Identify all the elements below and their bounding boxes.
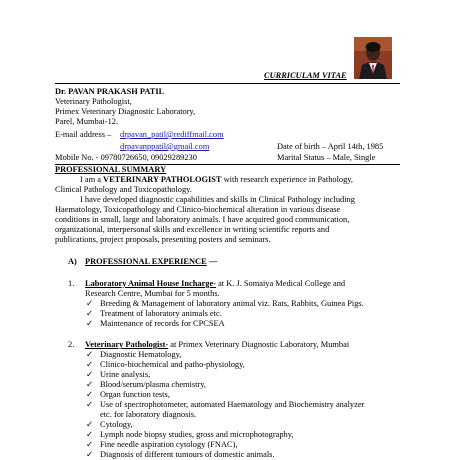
checkmark-icon: ✓ [86,299,94,308]
summary-p1-bold: VETERINARY PATHOLOGIST [103,175,222,184]
checkmark-icon: ✓ [86,380,94,389]
marital-status: Marital Status – Male, Single [277,153,376,162]
page-title: CURRICULAM VITAE [264,71,347,80]
job2-item-1: Diagnostic Hematology, [100,350,182,359]
summary-line-1 [80,175,400,185]
checkmark-icon: ✓ [86,430,94,439]
experience-heading: PROFESSIONAL EXPERIENCE [85,257,207,266]
job1-item-2: Treatment of laboratory animals etc. [100,309,222,318]
job2-number: 2. [68,340,75,349]
job2-item-7: Cytology, [100,420,133,429]
candidate-org: Primex Veterinary Diagnostic Laboratory, [55,107,196,116]
job1-item-1: Breeding & Management of laboratory animal viz. Rats, Rabbits, Guinea Pigs. [100,299,364,308]
job2-item-3: Urine analysis, [100,370,151,379]
job2-item-6: Use of spectrophotometer, automated Haematology and Biochemistry analyzer [100,400,365,409]
checkmark-icon: ✓ [86,360,94,369]
header-rule [55,83,400,84]
summary-p1-pre: I am a [80,175,104,184]
candidate-name: Dr. PAVAN PRAKASH PATIL [55,87,165,96]
summary-heading: PROFESSIONAL SUMMARY [55,165,167,174]
checkmark-icon: ✓ [86,440,94,449]
summary-line-4: Haematology, Toxicopathology and Clinico-biochemical alteration in various disease [55,205,341,214]
summary-line-2: Clinical Pathology and Toxicopathology. [55,185,192,194]
experience-letter: A) [68,257,77,266]
summary-line-5: conditions in small, large and laboratory animals. I have acquired good communication, [55,215,350,224]
job2-item-10: Diagnosis of different tumours of domestic animals. [100,450,275,459]
email-link-2[interactable]: drpavanppatil@gmail.com [120,142,210,151]
job1-rest: at K. J. Somaiya Medical College and [215,279,346,288]
summary-line-6: organizational, interpersonal skills and excellence in writing scientific reports and [55,225,330,234]
job2-line-1 [85,340,349,350]
checkmark-icon: ✓ [86,390,94,399]
checkmark-icon: ✓ [86,309,94,318]
job1-item-3: Maintenance of records for CPCSEA [100,319,225,328]
candidate-city: Parel, Mumbai-12. [55,117,119,126]
summary-line-3: I have developed diagnostic capabilities and skills in Clinical Pathology including [80,195,355,204]
candidate-role: Veterinary Pathologist, [55,97,132,106]
job2-item-2: Clinico-biochemical and patho-physiology, [100,360,245,369]
job2-item-4: Blood/serum/plasma chemistry, [100,380,206,389]
summary-p1-post: with research experience in Pathology, [221,175,354,184]
job1-line-1 [85,279,345,289]
checkmark-icon: ✓ [86,420,94,429]
job1-line-2: Research Centre, Mumbai for 5 months. [85,289,220,298]
job2-title: Veterinary Pathologist- [85,340,169,349]
job2-item-8: Lymph node biopsy studies, gross and microphotography, [100,430,294,439]
checkmark-icon: ✓ [86,400,94,409]
job2-rest: at Primex Veterinary Diagnostic Laboratory, Mumbai [168,340,350,349]
date-of-birth: Date of birth – April 14th, 1985 [277,142,384,151]
profile-photo [354,37,392,79]
job2-item-9: Fine needle aspiration cytology (FNAC), [100,440,238,449]
job1-number: 1. [68,279,75,288]
checkmark-icon: ✓ [86,350,94,359]
summary-line-7: publications, project proposals, presenting posters and seminars. [55,235,271,244]
job2-item-5: Organ function tests, [100,390,170,399]
checkmark-icon: ✓ [86,370,94,379]
job2-item-6-cont: etc. for laboratory diagnosis. [100,410,197,419]
email-link-1[interactable]: drpavan_patil@rediffmail.com [120,130,224,139]
checkmark-icon: ✓ [86,319,94,328]
checkmark-icon: ✓ [86,450,94,459]
mobile-number: Mobile No. - 09780726650, 09029289230 [55,153,197,162]
experience-dash: — [209,257,218,266]
profile-photo-drawing [354,37,392,79]
job1-title: Laboratory Animal House Incharge- [85,279,216,288]
email-label: E-mail address – [55,130,112,139]
